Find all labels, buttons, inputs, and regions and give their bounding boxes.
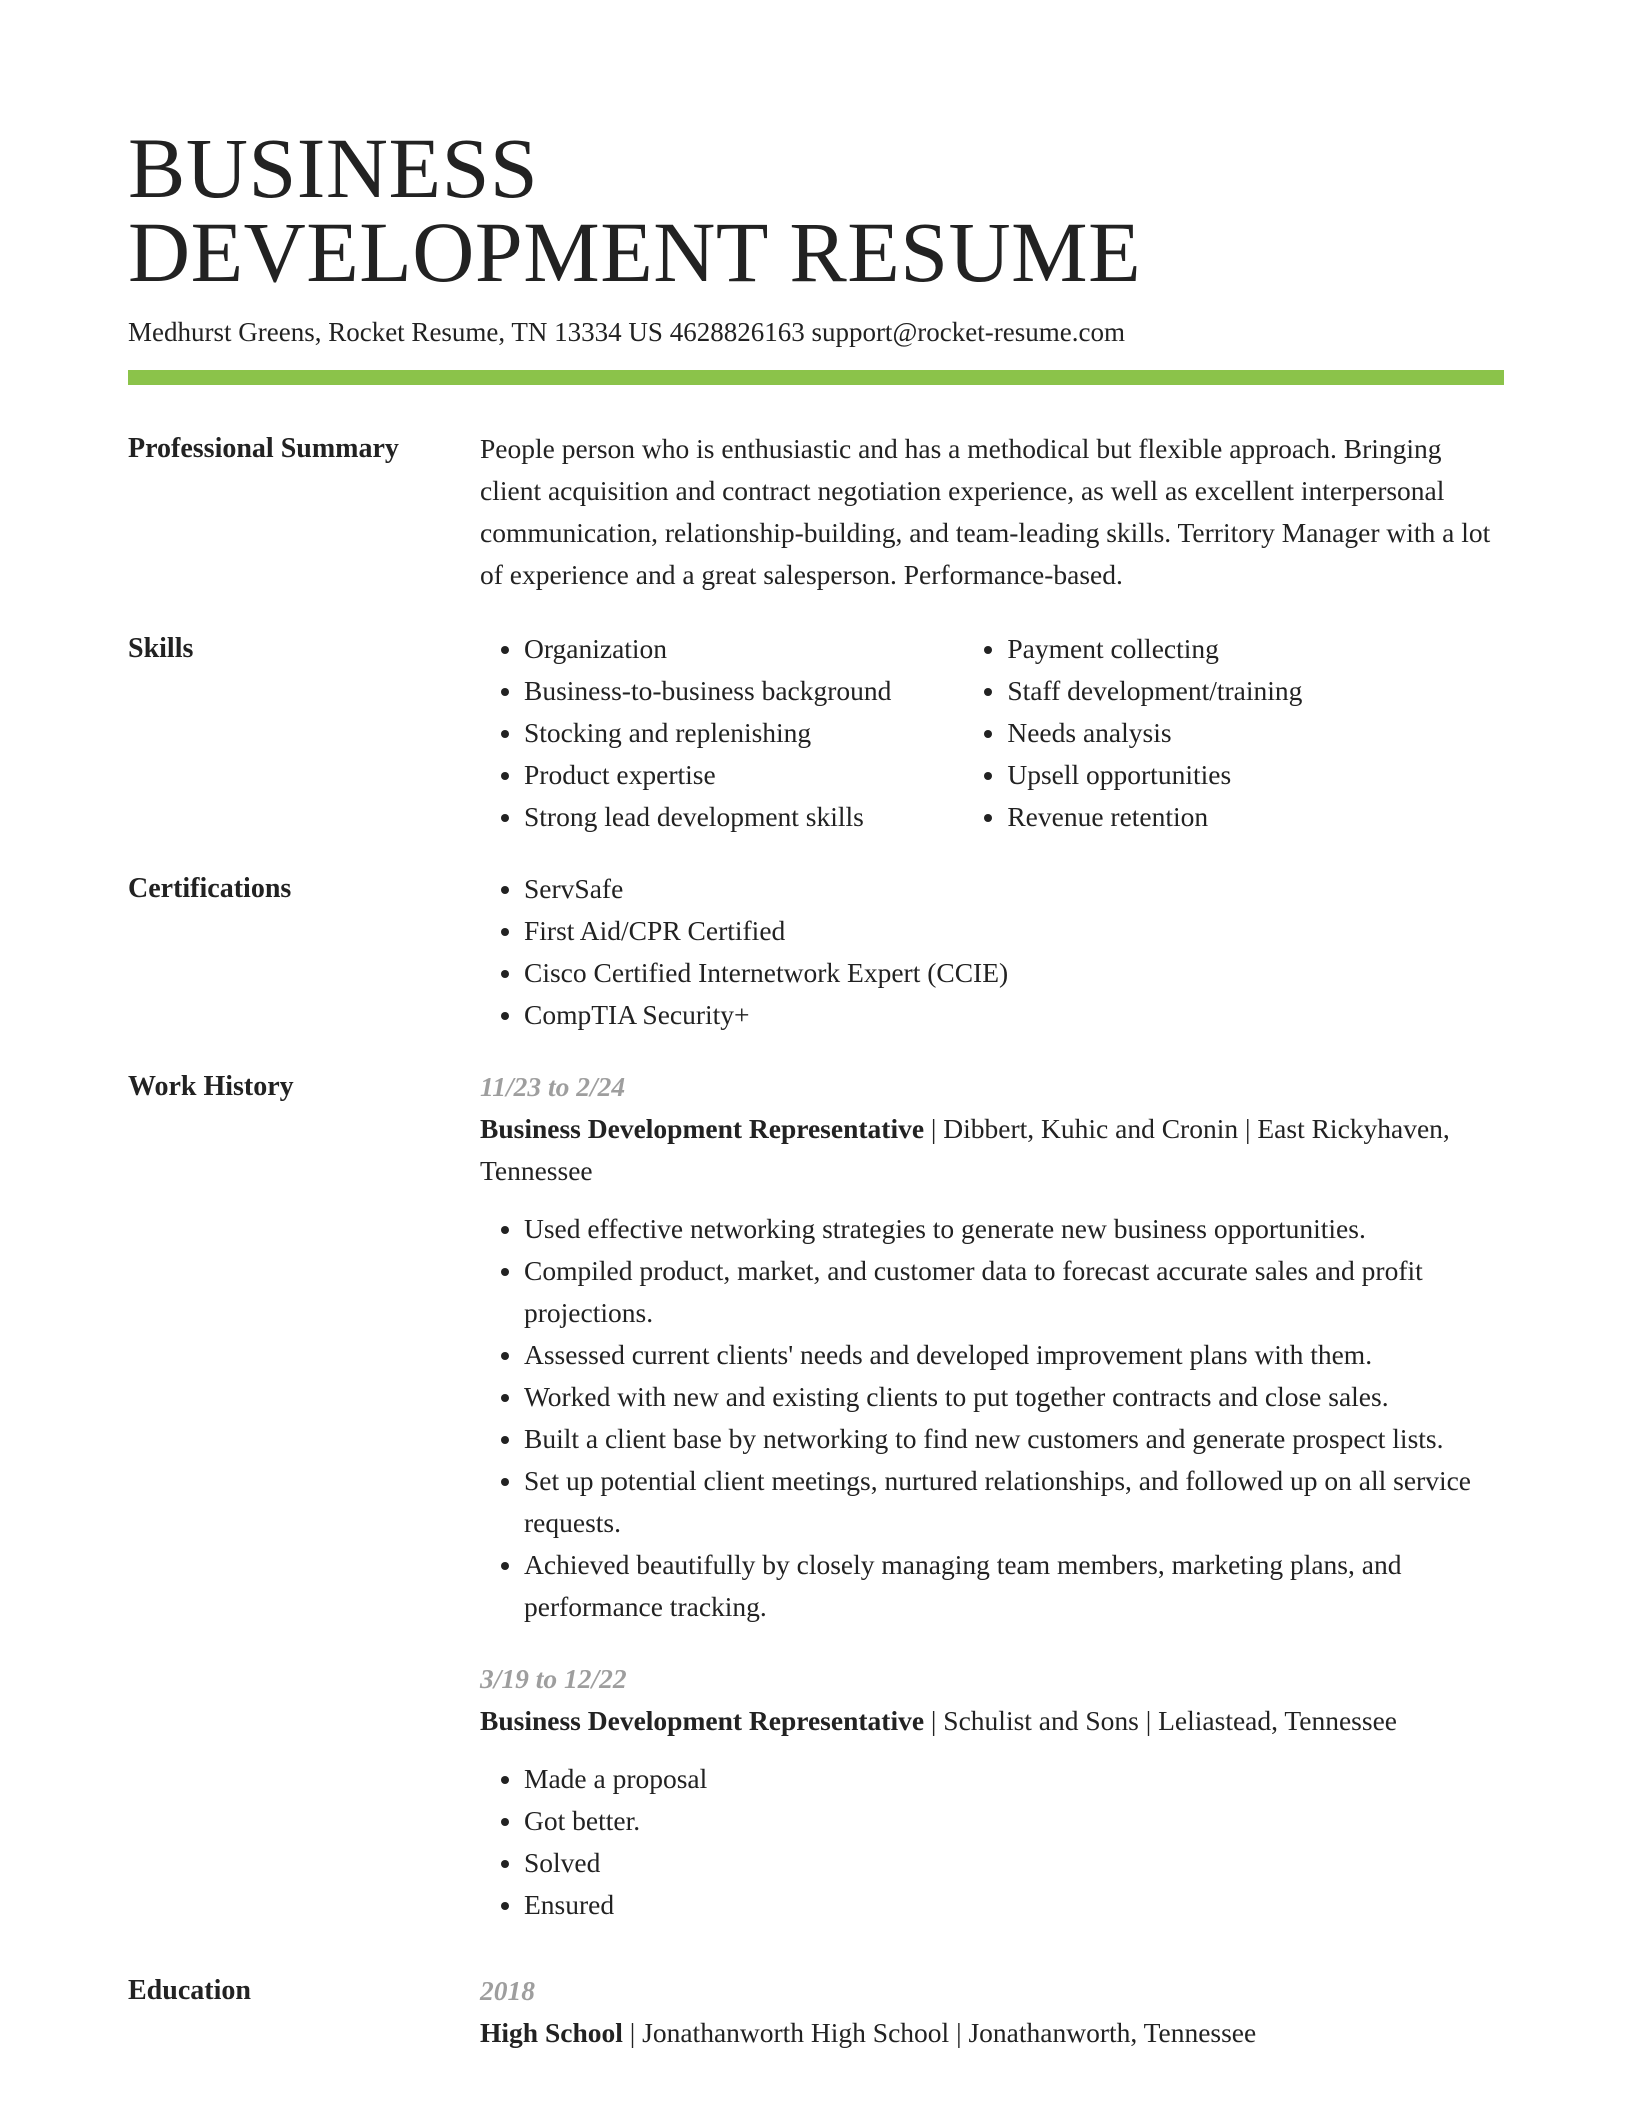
- certifications-list: [480, 868, 1504, 1036]
- skills-heading: Skills: [128, 633, 194, 664]
- contact-info: Medhurst Greens, Rocket Resume, TN 13334 US 4628826163 support@rocket-resume.com: [128, 317, 1125, 347]
- job-role: [480, 1108, 1504, 1192]
- job-bullet: • Compiled product, market, and customer data to forecast accurate sales and profit projections.: [524, 1250, 1504, 1334]
- job-dates: 3/19 to 12/22: [480, 1663, 627, 1694]
- job-dates: 11/23 to 2/24: [480, 1071, 626, 1102]
- skills-list: [480, 628, 1504, 838]
- education-details: | Jonathanworth High School | Jonathanworth, Tennessee: [622, 2017, 1257, 2048]
- certification-item: • First Aid/CPR Certified: [524, 910, 1504, 952]
- education-degree: High School: [480, 2017, 623, 2048]
- summary-text: People person who is enthusiastic and has a methodical but flexible approach. Bringing client acquisition and contract negotiation experience, as well as excellent interpersonal communication, relationship-building, and team-leading skills. Territory Manager with a lot of experience and a great salesperson. Performance-based.: [480, 433, 1491, 590]
- job-title: Business Development Representative: [480, 1705, 925, 1736]
- education-heading: Education: [128, 1975, 251, 2006]
- skills-right-column: [963, 628, 1504, 838]
- summary-heading: Professional Summary: [128, 433, 399, 464]
- skill-item: • Business-to-business background: [524, 670, 963, 712]
- job-entry: [480, 1658, 1504, 1926]
- job-bullet: • Made a proposal: [524, 1758, 1504, 1800]
- skill-item: • Product expertise: [524, 754, 963, 796]
- skill-item: • Revenue retention: [1007, 796, 1504, 838]
- job-title: Business Development Representative: [480, 1113, 925, 1144]
- certification-item: • Cisco Certified Internetwork Expert (CCIE): [524, 952, 1504, 994]
- skill-item: • Upsell opportunities: [1007, 754, 1504, 796]
- skills-left-column: [480, 628, 963, 838]
- job-bullet: • Worked with new and existing clients to put together contracts and close sales.: [524, 1376, 1504, 1418]
- resume-title-line2: DEVELOPMENT RESUME: [128, 204, 1142, 300]
- job-bullet: • Got better.: [524, 1800, 1504, 1842]
- education-body: [480, 1970, 1504, 2054]
- certification-item: • CompTIA Security+: [524, 994, 1504, 1036]
- job-bullets: [480, 1758, 1504, 1926]
- skill-item: • Payment collecting: [1007, 628, 1504, 670]
- resume-title-line1: BUSINESS: [128, 120, 539, 216]
- certifications-heading: Certifications: [128, 873, 292, 904]
- certification-item: • ServSafe: [524, 868, 1504, 910]
- job-bullet: • Ensured: [524, 1884, 1504, 1926]
- job-details: | Schulist and Sons | Leliastead, Tennessee: [924, 1705, 1397, 1736]
- job-bullet: • Solved: [524, 1842, 1504, 1884]
- job-bullet: • Built a client base by networking to find new customers and generate prospect lists.: [524, 1418, 1504, 1460]
- work-history-body: [480, 1066, 1504, 1926]
- skill-item: • Staff development/training: [1007, 670, 1504, 712]
- job-entry: [480, 1066, 1504, 1628]
- job-details: | Dibbert, Kuhic and Cronin | East Rickyhaven, Tennessee: [480, 1113, 1450, 1186]
- job-role: [480, 1700, 1504, 1742]
- job-bullets: [480, 1208, 1504, 1628]
- skill-item: • Organization: [524, 628, 963, 670]
- certifications-body: [480, 868, 1504, 1036]
- job-bullet: • Achieved beautifully by closely managing team members, marketing plans, and performance tracking.: [524, 1544, 1504, 1628]
- job-bullet: • Set up potential client meetings, nurtured relationships, and followed up on all service requests.: [524, 1460, 1504, 1544]
- skill-item: • Strong lead development skills: [524, 796, 963, 838]
- job-bullet: • Used effective networking strategies to generate new business opportunities.: [524, 1208, 1504, 1250]
- job-bullet: • Assessed current clients' needs and developed improvement plans with them.: [524, 1334, 1504, 1376]
- education-entry: [480, 2012, 1504, 2054]
- summary-body: [480, 428, 1504, 596]
- skill-item: • Needs analysis: [1007, 712, 1504, 754]
- work-history-heading: Work History: [128, 1071, 294, 1102]
- skill-item: • Stocking and replenishing: [524, 712, 963, 754]
- education-year: 2018: [480, 1975, 535, 2006]
- resume-title: [128, 120, 1428, 300]
- header-divider: [128, 370, 1504, 385]
